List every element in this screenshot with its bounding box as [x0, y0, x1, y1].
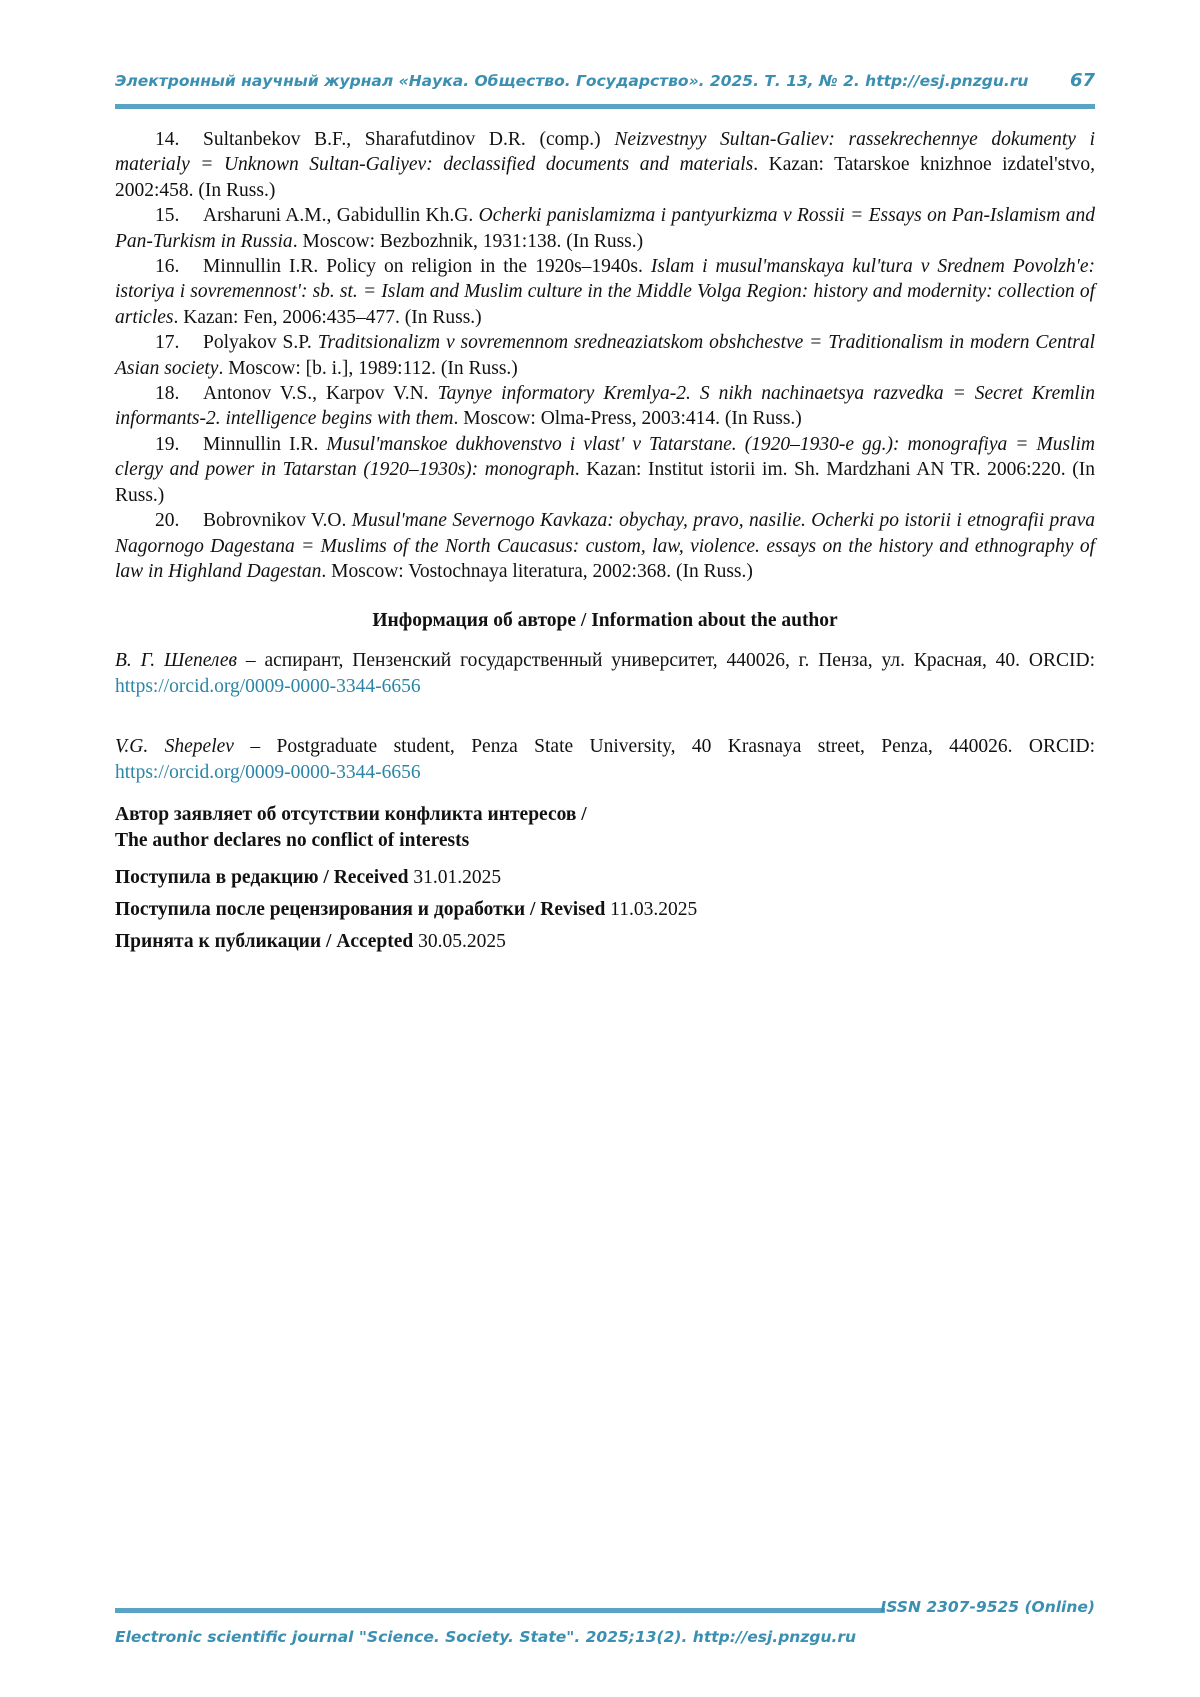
reference-item: 16. Minnullin I.R. Policy on religion in the 1920s–1940s. Islam i musul'manskaya kul'tura v Srednem Povolzh'e: istoriya i sovremennost': sb. st. = Islam and Muslim culture in the Middle Volga Region: history and modernity: collection of articles. Kazan: Fen, 2006:435–477. (In Russ.)	[115, 256, 1096, 328]
reference-list	[115, 127, 1095, 584]
author-info-ru: В. Г. Шепелев – аспирант, Пензенский государственный университет, 440026, г. Пенза, ул. Красная, 40. ORCID: https://orcid.org/0009-0000-3344-6656	[115, 650, 1095, 698]
reference-item: 15. Arsharuni A.M., Gabidullin Kh.G. Ocherki panislamizma i pantyurkizma v Rossii = Essays on Pan-Islamism and Pan-Turkism in Russia. Moscow: Bezbozhnik, 1931:138. (In Russ.)	[115, 205, 1096, 252]
reference-item: 18. Antonov V.S., Karpov V.N. Taynye informatory Kremlya-2. S nikh nachinaetsya razvedka = Secret Kremlin informants-2. intelligence begins with them. Moscow: Olma-Press, 2003:414. (In Russ.)	[115, 383, 1095, 430]
orcid-link-en[interactable]: https://orcid.org/0009-0000-3344-6656	[115, 762, 421, 784]
author-info-en: V.G. Shepelev – Postgraduate student, Penza State University, 40 Krasnaya street, Penza, 440026. ORCID: https://orcid.org/0009-0000-3344-6656	[115, 736, 1095, 784]
running-header	[115, 72, 1095, 90]
issn-label: ISSN 2307-9525 (Online)	[880, 1598, 1095, 1616]
reference-item: 20. Bobrovnikov V.O. Musul'mane Severnogo Kavkaza: obychay, pravo, nasilie. Ocherki po istorii i etnografii prava Nagornogo Dagestana = Muslims of the North Caucasus: custom, law, violence. essays on the history and ethnography of law in Highland Dagestan. Moscow: Vostochnaya literatura, 2002:368. (In Russ.)	[115, 510, 1096, 582]
header-rule	[115, 104, 1095, 109]
author-name-ru: В. Г. Шепелев	[115, 650, 238, 672]
footer-citation: Electronic scientific journal "Science. Society. State". 2025;13(2). http://esj.pnzgu.ru	[115, 1628, 857, 1646]
page-number: 67	[1069, 70, 1095, 91]
reference-item: 19. Minnullin I.R. Musul'manskoe dukhovenstvo i vlast' v Tatarstane. (1920–1930-e gg.): monografiya = Muslim clergy and power in Tatarstan (1920–1930s): monograph. Kazan: Institut istorii im. Sh. Mardzhani AN TR. 2006:220. (In Russ.)	[115, 433, 1095, 506]
page-body	[115, 127, 1095, 958]
accepted-date: Принята к публикации / Accepted 30.05.2025	[115, 931, 506, 953]
journal-header-text: Электронный научный журнал «Наука. Общество. Государство». 2025. Т. 13, № 2. http://esj.pnzgu.ru	[115, 72, 1029, 90]
received-date: Поступила в редакцию / Received 31.01.2025	[115, 867, 502, 889]
footer-rule	[115, 1608, 885, 1613]
author-info-heading: Информация об авторе / Information about the author	[372, 610, 838, 632]
conflict-declaration: Автор заявляет об отсутствии конфликта интересов / The author declares no conflict of interests	[115, 804, 587, 852]
reference-item: 14. Sultanbekov B.F., Sharafutdinov D.R. (comp.) Neizvestnyy Sultan-Galiev: rassekrechennye dokumenty i materialy = Unknown Sultan-Galiyev: declassified documents and materials. Kazan: Tatarskoe knizhnoe izdatel'stvo, 2002:458. (In Russ.)	[115, 129, 1095, 201]
revised-date: Поступила после рецензирования и доработки / Revised 11.03.2025	[115, 899, 698, 921]
reference-item: 17. Polyakov S.P. Traditsionalizm v sovremennom sredneaziatskom obshchestve = Traditionalism in modern Central Asian society. Moscow: [b. i.], 1989:112. (In Russ.)	[115, 332, 1096, 379]
submission-dates	[115, 862, 1095, 958]
orcid-link-ru[interactable]: https://orcid.org/0009-0000-3344-6656	[115, 676, 421, 698]
author-name-en: V.G. Shepelev	[115, 736, 234, 758]
